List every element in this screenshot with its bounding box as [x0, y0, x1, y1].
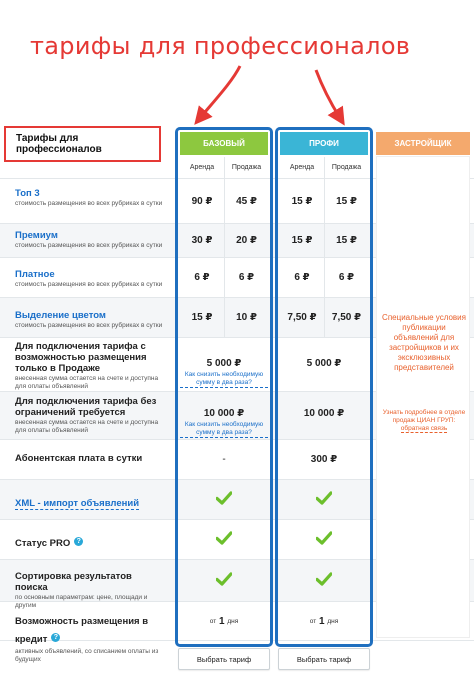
row-label-premium — [15, 230, 165, 250]
select-plan-pro-button[interactable]: Выбрать тариф — [278, 648, 370, 670]
row-label-sorting — [15, 571, 165, 610]
price-top3-basic-sale: 45 ₽ — [224, 179, 268, 223]
credit-basic-suffix: дня — [227, 617, 239, 625]
row-sub-premium: стоимость размещения во всех рубриках в сутки — [15, 242, 163, 249]
row-label-top3 — [15, 188, 165, 208]
developer-more-text: Узнать подробнее в отделе продаж ЦИАН ГРУП: — [382, 409, 466, 424]
row-title-paid[interactable]: Платное — [15, 269, 55, 280]
halve-amount-link[interactable]: Как снизить необходимую сумму в два раза? — [180, 421, 268, 438]
developer-special-text: Специальные условия публикации объявлений для застройщиков и их эксклюзивных представителей — [382, 313, 466, 372]
row-sub-top3: стоимость размещения во всех рубриках в сутки — [15, 200, 163, 207]
row-title-credit: Возможность размещения в кредит — [15, 616, 149, 645]
info-icon[interactable]: ? — [74, 537, 83, 546]
plan-header-pro: ПРОФИ — [280, 132, 368, 155]
row-label-unlimited — [15, 396, 161, 435]
row-title-highlight[interactable]: Выделение цветом — [15, 310, 106, 321]
row-label-sale-only — [15, 341, 161, 391]
row-label-status — [15, 533, 165, 551]
price-highlight-pro-rent: 7,50 ₽ — [280, 298, 324, 337]
row-sub-unlimited: внесенная сумма остается на счете и доступна для оплаты объявлений — [15, 419, 159, 434]
credit-pro-num: 1 — [318, 615, 325, 627]
deposit-unlimited-basic-value: 10 000 ₽ — [203, 408, 245, 419]
row-title-unlimited: Для подключения тарифа без ограничений требуется — [15, 396, 157, 418]
row-title-sale-only: Для подключения тарифа с возможностью размещения только в Продаже — [15, 341, 147, 374]
subheader-basic-rent: Аренда — [180, 157, 224, 179]
arrow-pro — [316, 70, 340, 118]
row-title-premium[interactable]: Премиум — [15, 230, 58, 241]
row-label-subscription — [15, 453, 165, 464]
row-label-paid — [15, 269, 165, 289]
price-highlight-pro-sale: 7,50 ₽ — [324, 298, 368, 337]
info-icon[interactable]: ? — [51, 633, 60, 642]
row-label-highlight — [15, 310, 165, 330]
highlight-frame-pro — [275, 127, 373, 647]
row-title-subscription: Абонентская плата в сутки — [15, 453, 143, 464]
row-label-credit — [15, 611, 173, 664]
row-sub-sale-only: внесенная сумма остается на счете и доступна для оплаты объявлений — [15, 375, 159, 390]
deposit-sale-only-pro-value: 5 000 ₽ — [306, 358, 342, 369]
deposit-sale-only-basic-value: 5 000 ₽ — [206, 358, 242, 369]
price-top3-pro-rent: 15 ₽ — [280, 179, 324, 223]
plan-header-basic: БАЗОВЫЙ — [180, 132, 268, 155]
section-title — [4, 126, 161, 162]
price-premium-pro-rent: 15 ₽ — [280, 224, 324, 257]
row-title-xml[interactable]: XML - импорт объявлений — [15, 498, 140, 509]
price-premium-basic-sale: 20 ₽ — [224, 224, 268, 257]
price-top3-basic-rent: 90 ₽ — [180, 179, 224, 223]
row-sub-highlight: стоимость размещения во всех рубриках в сутки — [15, 322, 163, 329]
price-highlight-basic-rent: 15 ₽ — [180, 298, 224, 337]
feedback-link[interactable]: обратная связь — [400, 425, 448, 432]
section-title-text: Тарифы для профессионалов — [16, 133, 102, 155]
row-title-status: Статус PRO — [15, 538, 71, 549]
row-sub-paid: стоимость размещения во всех рубриках в сутки — [15, 281, 163, 288]
row-title-sorting: Сортировка результатов поиска — [15, 571, 132, 593]
credit-pro-prefix: от — [309, 617, 317, 625]
row-title-top3[interactable]: Топ 3 — [15, 188, 40, 199]
price-highlight-basic-sale: 10 ₽ — [224, 298, 268, 337]
arrow-basic — [200, 66, 240, 118]
halve-amount-link[interactable]: Как снизить необходимую сумму в два раза? — [180, 371, 268, 388]
subheader-pro-rent: Аренда — [280, 157, 324, 179]
credit-pro-suffix: дня — [327, 617, 339, 625]
highlight-frame-basic — [175, 127, 273, 647]
price-premium-pro-sale: 15 ₽ — [324, 224, 368, 257]
price-paid-pro-sale: 6 ₽ — [324, 258, 368, 297]
plan-header-developer: ЗАСТРОЙЩИК — [376, 132, 470, 155]
price-premium-basic-rent: 30 ₽ — [180, 224, 224, 257]
developer-more — [381, 409, 467, 433]
credit-basic-num: 1 — [218, 615, 225, 627]
deposit-unlimited-pro-value: 10 000 ₽ — [303, 408, 345, 419]
credit-basic-prefix: от — [209, 617, 217, 625]
price-paid-basic-rent: 6 ₽ — [180, 258, 224, 297]
row-sub-sorting: по основным параметрам: цене, площади и другим — [15, 594, 148, 609]
row-label-xml — [15, 493, 165, 511]
subheader-basic-sale: Продажа — [224, 157, 268, 179]
price-top3-pro-sale: 15 ₽ — [324, 179, 368, 223]
subscription-pro: 300 ₽ — [280, 440, 368, 479]
price-paid-pro-rent: 6 ₽ — [280, 258, 324, 297]
subheader-pro-sale: Продажа — [324, 157, 368, 179]
headline: тарифы для профессионалов — [30, 32, 411, 60]
price-paid-basic-sale: 6 ₽ — [224, 258, 268, 297]
subscription-basic: - — [180, 440, 268, 479]
developer-column — [376, 156, 470, 638]
row-sub-credit: активных объявлений, со списанием оплаты из будущих — [15, 648, 159, 663]
select-plan-basic-button[interactable]: Выбрать тариф — [178, 648, 270, 670]
